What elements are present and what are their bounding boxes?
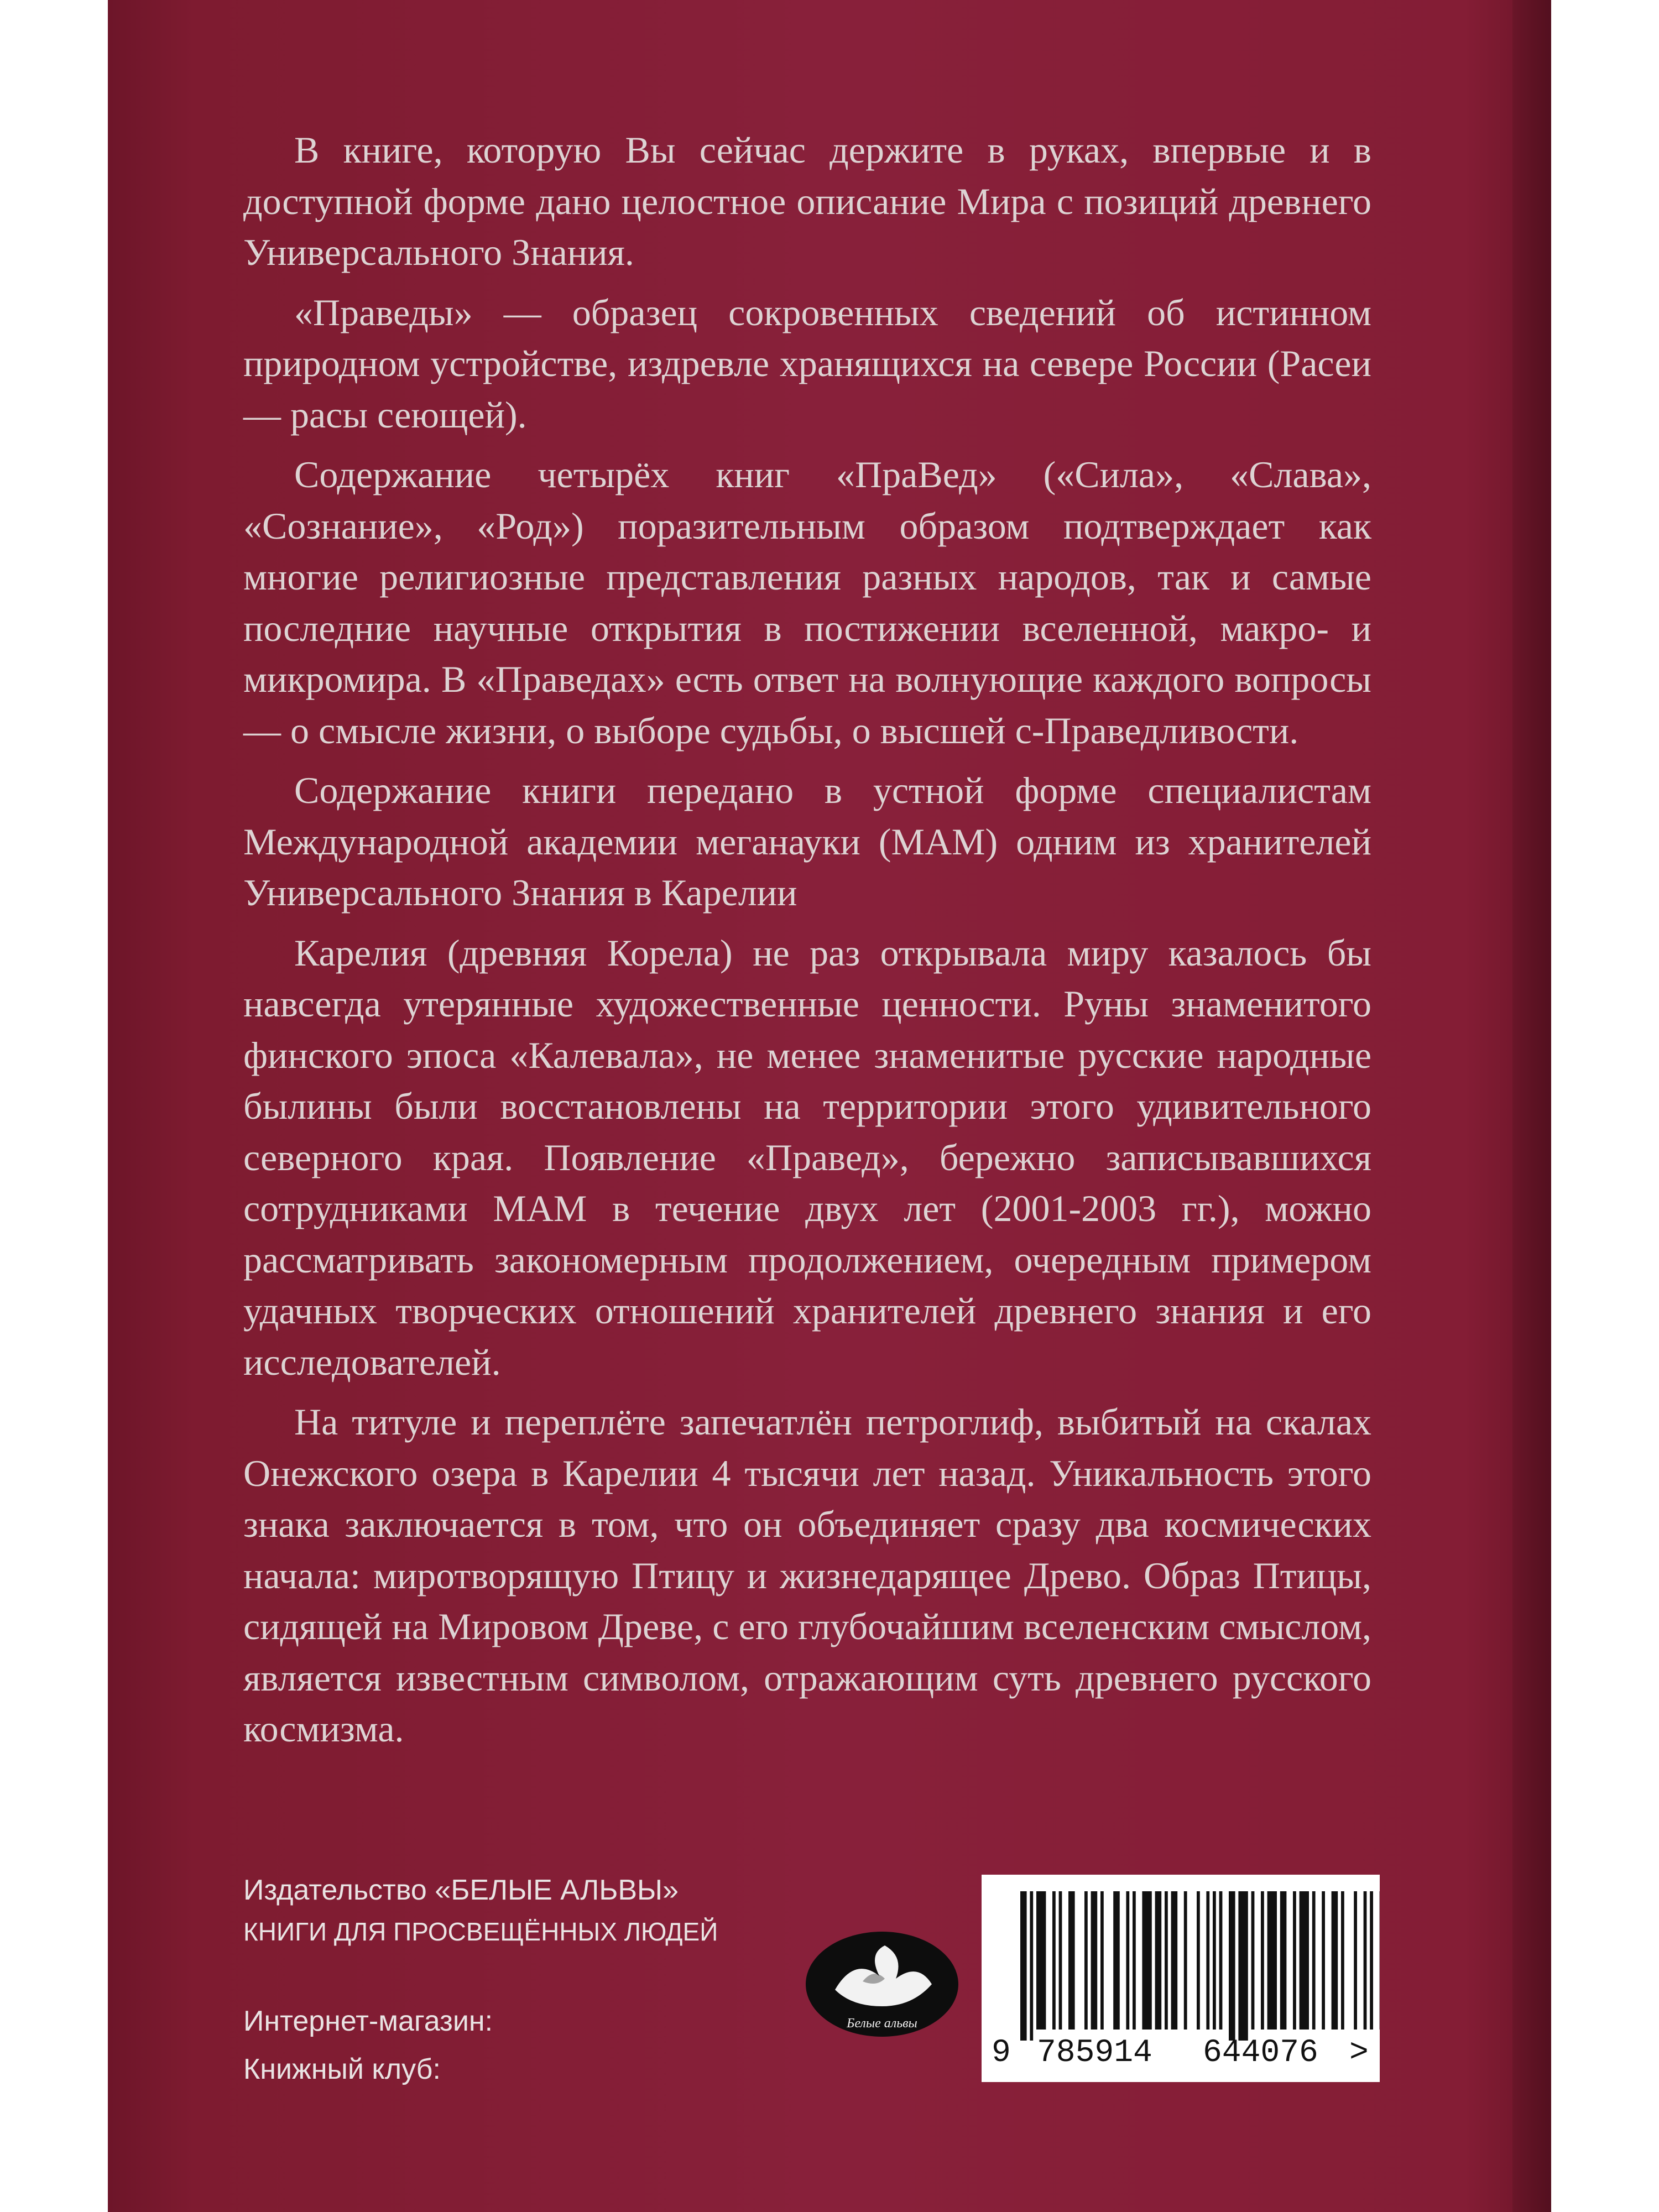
barcode-bar: [1184, 1891, 1187, 2030]
publisher-name: Издательство «БЕЛЫЕ АЛЬВЫ»: [243, 1874, 679, 1906]
paragraph-3: Содержание четырёх книг «ПраВед» («Сила», «Слава», «Сознание», «Род») поразительным образом подтверждает как многие религиозные представления разных народов, так и самые последние научные открытия в постижении вселенной, макро- и микромира. В «Праведах» есть ответ на волнующие каждого вопросы — о смысле жизни, о выборе судьбы, о высшей с-Праведливости.: [243, 453, 1371, 752]
paragraph-5: Карелия (древняя Корела) не раз открывала миру казалось бы навсегда утерянные художественные ценности. Руны знаменитого финского эпоса «Калевала», не менее знаменитые русские народные былины были восстановлены на территории этого удивительного северного края. Появление «Правед», бережно записывавшихся сотрудниками МАМ в течение двух лет (2001-2003 гг.), можно рассматривать закономерным продолжением, очередным примером удачных творческих отношений хранителей древнего знания и его исследователей.: [243, 931, 1371, 1383]
barcode-bar: [1229, 1891, 1235, 2041]
barcode-bar: [1261, 1891, 1264, 2030]
barcode-bar: [1322, 1891, 1325, 2030]
barcode-bar: [1126, 1891, 1129, 2030]
barcode-bar: [1197, 1891, 1200, 2030]
barcode-bar: [1171, 1891, 1178, 2030]
barcode-bar: [1370, 1891, 1373, 2030]
barcode-bar: [1091, 1891, 1098, 2030]
barcode-bar: [1206, 1891, 1209, 2030]
logo-caption: Белые альвы: [847, 2016, 917, 2031]
barcode-bar: [1300, 1891, 1309, 2030]
paragraph-6: На титуле и переплёте запечатлён петроглиф, выбитый на скалах Онежского озера в Карелии 4 тысячи лет назад. Уникальность этого знака заключается в том, что он объединяет сразу два космических начала: миротворящую Птицу и жизнедарящее Древо. Образ Птицы, сидящей на Мировом Древе, с его глубочайшим вселенским смыслом, является известным символом, отражающим суть древнего русского космизма.: [243, 1401, 1371, 1750]
barcode-bar: [1267, 1891, 1277, 2030]
barcode-bar: [1251, 1891, 1255, 2030]
barcode-bar: [1165, 1891, 1168, 2030]
barcode-bar: [1332, 1891, 1338, 2030]
barcode-bar: [1133, 1891, 1136, 2030]
barcode-bar: [1030, 1891, 1033, 2041]
barcode-bar: [1238, 1891, 1248, 2041]
barcode-bar: [1312, 1891, 1316, 2030]
barcode-bar: [1036, 1891, 1046, 2030]
barcode-first-digit: 9: [992, 2035, 1011, 2071]
isbn-barcode: [982, 1875, 1380, 2082]
barcode-bar: [1068, 1891, 1075, 2030]
barcode-bar: [1213, 1891, 1216, 2030]
paragraph-2: «Праведы» — образец сокровенных сведений об истинном природном устройстве, издревле хранящихся на севере России (Расеи — расы сеющей).: [243, 291, 1371, 436]
barcode-number: [982, 2035, 1380, 2074]
publisher-tagline: КНИГИ ДЛЯ ПРОСВЕЩЁННЫХ ЛЮДЕЙ: [243, 1917, 718, 1946]
annotation-text: [243, 124, 1371, 1764]
cover-edge-shadow: [1512, 0, 1551, 2212]
barcode-bar: [1280, 1891, 1287, 2030]
swan-emblem-icon: [802, 1923, 962, 2042]
barcode-bar: [1341, 1891, 1344, 2030]
book-club-label: Книжный клуб:: [243, 2053, 441, 2085]
barcode-bar: [1354, 1891, 1357, 2030]
barcode-bar: [1155, 1891, 1162, 2030]
online-shop-label: Интернет-магазин:: [243, 2005, 493, 2037]
barcode-arrow: >: [1349, 2035, 1369, 2071]
barcode-right-digits: 644076: [1203, 2035, 1318, 2071]
barcode-bar: [1293, 1891, 1296, 2030]
paragraph-1: В книге, которую Вы сейчас держите в руках, впервые и в доступной форме дано целостное описание Мира с позиций древнего Универсального Знания.: [243, 129, 1371, 273]
barcode-bar: [1113, 1891, 1120, 2030]
barcode-bar: [1219, 1891, 1223, 2030]
barcode-bar: [1052, 1891, 1056, 2030]
paragraph-4: Содержание книги передано в устной форме специалистам Международной академии меганауки (МАМ) одним из хранителей Универсального Знания в Карелии: [243, 769, 1371, 914]
barcode-bar: [1020, 1891, 1027, 2041]
barcode-left-digits: 785914: [1037, 2035, 1152, 2071]
barcode-bar: [1100, 1891, 1104, 2030]
barcode-bar: [1059, 1891, 1062, 2030]
barcode-bar: [1084, 1891, 1088, 2030]
barcode-bar: [1142, 1891, 1151, 2030]
barcode-bar: [1364, 1891, 1367, 2030]
